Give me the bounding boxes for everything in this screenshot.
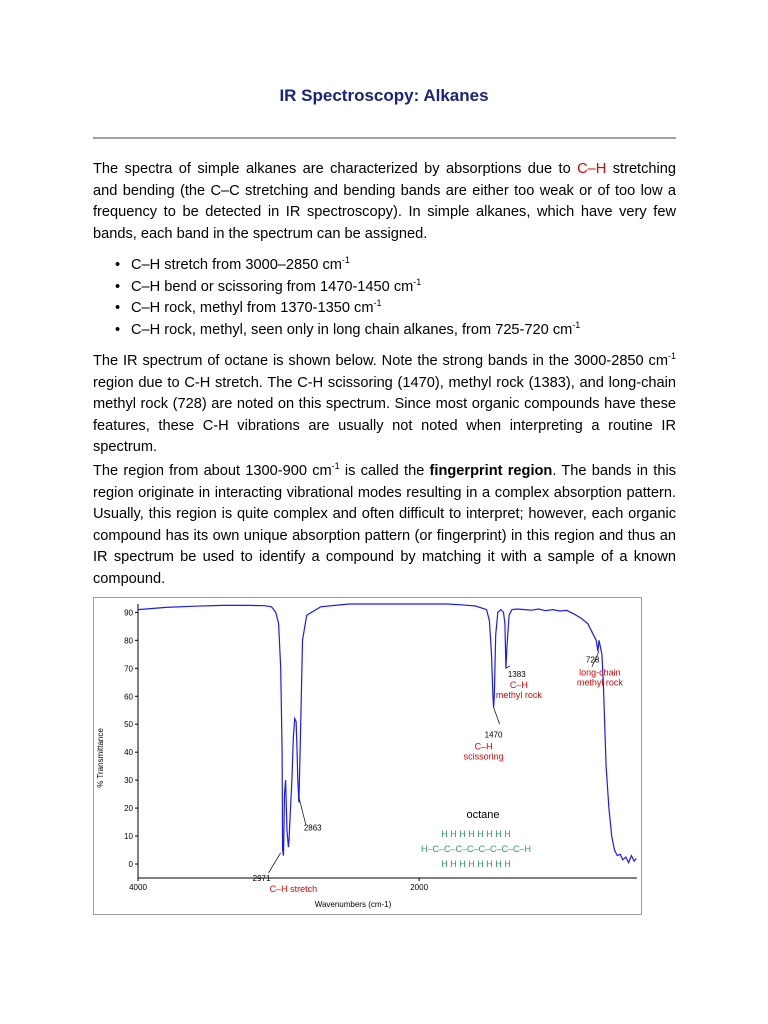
leader-line (494, 707, 500, 724)
list-item: • C–H rock, methyl from 1370-1350 $cm^{-1}$ (115, 298, 382, 316)
list-item: • C–H rock, methyl, seen only in long chain alkanes, from 725-720 $cm^{-1}$ (115, 319, 581, 338)
y-tick-label: 20 (124, 804, 133, 814)
chart-annotations (253, 652, 624, 894)
y-tick-label: 50 (124, 720, 133, 730)
page-title: IR Spectroscopy: Alkanes (279, 86, 489, 105)
y-tick-label: 80 (124, 636, 133, 646)
annotation-scissoring: scissoring (463, 751, 504, 762)
annotation-728: 728 (585, 655, 600, 665)
bullet-list (93, 255, 580, 341)
annotation-methyl-rock: methyl rock (495, 689, 542, 700)
spectrum-line (138, 604, 636, 863)
annotation-1383: 1383 (507, 669, 526, 679)
leader-line (269, 853, 281, 873)
annotation-scissor-ch: C–H (474, 741, 493, 752)
y-tick-label: 60 (124, 692, 133, 702)
y-tick-label: 30 (124, 776, 133, 786)
leader-line (299, 797, 306, 825)
annotation-2971: 2971 (252, 873, 271, 883)
annotation-1470: 1470 (484, 730, 503, 740)
y-tick-label: 70 (124, 664, 133, 674)
octane-paragraph: The IR spectrum of octane is shown below. Note the strong bands in the 3000-2850 $cm^{-1}$ region due to C-H stretch. The C-H scissoring (1470), methyl rock (1383), and long-chain methyl rock (728) are noted on this spectrum. Since most organic compounds have these features, these C-H vibrations are usually not noted when interpreting a routine IR spectrum. (93, 351, 676, 455)
y-tick-label: 40 (124, 748, 133, 758)
x-tick-label: 2000 (410, 883, 429, 892)
y-tick-label: 10 (124, 832, 133, 842)
y-tick-label: 90 (124, 608, 133, 618)
structure-name: octane (466, 809, 500, 821)
x-axis-label: Wavenumbers (cm-1) (314, 900, 392, 909)
ch-highlight: C–H (577, 161, 607, 177)
y-tick-label: 0 (128, 860, 133, 870)
structure-top-h: H H H H H H H H (441, 829, 511, 839)
x-tick-label: 4000 (129, 883, 147, 892)
annotation-ch-stretch: C–H stretch (269, 883, 318, 894)
intro-paragraph: The spectra of simple alkanes are characterized by absorptions due to C–H stretching and bending (the C–C stretching and bending bands are either too weak or of too low a frequency to be detected in IR spectroscopy). In simple alkanes, which have very few bands, each band in the spectrum can be assigned. (93, 161, 676, 242)
structure-bottom-h: H H H H H H H H (441, 859, 511, 869)
ir-spectrum-chart (94, 598, 641, 914)
list-item: • C–H stretch from 3000–2850 $cm^{-1}$ (115, 255, 350, 273)
ir-spectrum-figure (93, 597, 642, 915)
octane-structure (421, 809, 531, 869)
chart-axes (138, 604, 637, 878)
y-axis-label: % Transmittance (96, 728, 105, 788)
annotation-long-chain: long-chain (579, 667, 621, 678)
annotation-2863: 2863 (303, 823, 322, 833)
fingerprint-paragraph: The region from about 1300-900 $cm^{-1}$ is called the fingerprint region. The bands in this region originate in interacting vibrational modes resulting in a complex absorption pattern. Usually, this region is quite complex and often difficult to interpret; however, each organic compound has its own unique absorption pattern (or fingerprint) in this region and thus an IR spectrum be used to identify a compound by matching it with a sample of a known compound. (93, 461, 676, 587)
annotation-methyl-ch: C–H (509, 679, 528, 690)
structure-chain: H–C–C–C–C–C–C–C–C–H (420, 844, 532, 854)
chart-ticks (124, 608, 428, 892)
annotation-long-methyl-rock: methyl rock (576, 677, 623, 688)
list-item: • C–H bend or scissoring from 1470-1450 $cm^{-1}$ (115, 276, 422, 295)
title-divider (93, 137, 676, 139)
